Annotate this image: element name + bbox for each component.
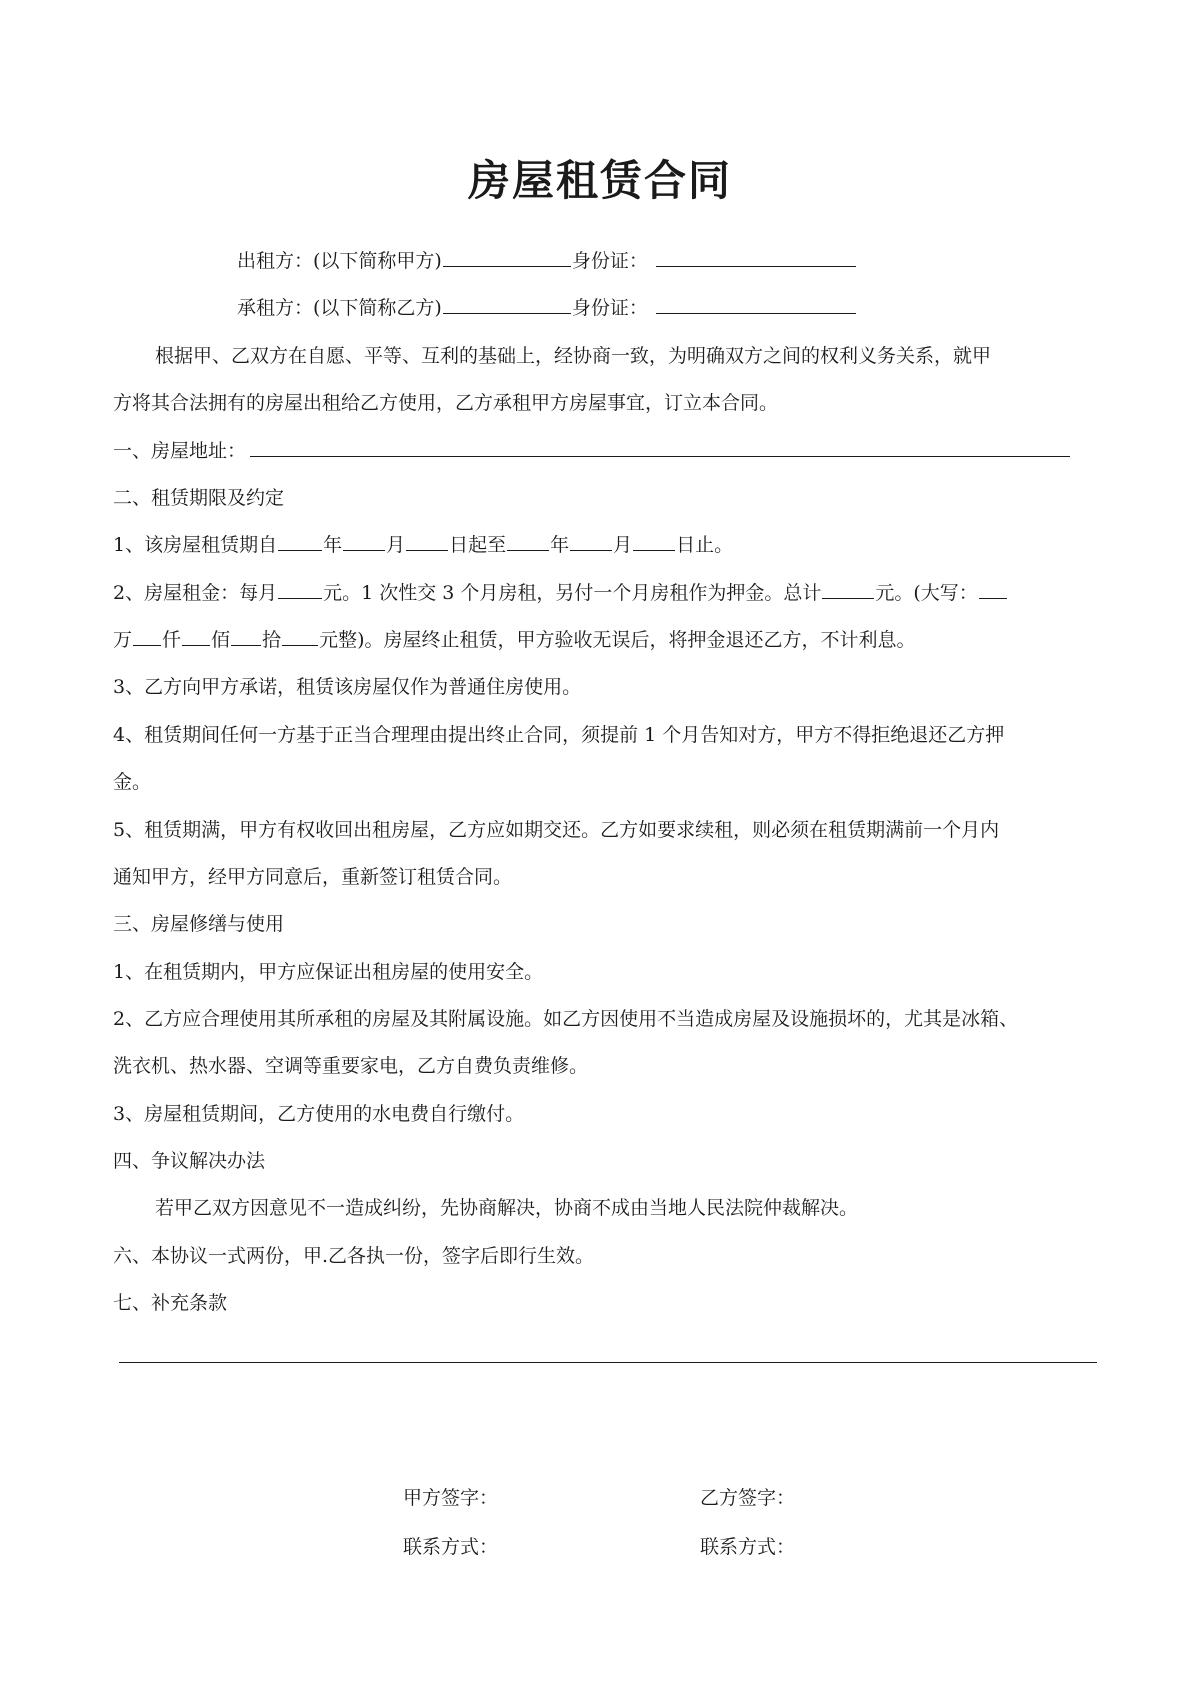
qian-label: 仟 <box>162 629 182 651</box>
yuan-blank[interactable] <box>282 623 318 646</box>
total-amount-blank[interactable] <box>822 576 874 599</box>
rent-line-1 <box>113 576 1008 610</box>
section3-item2-line1: 2、乙方应合理使用其所承租的房屋及其附属设施。如乙方因使用不当造成房屋及设施损坏的，尤其是冰箱、 <box>113 1008 1019 1030</box>
wan-label: 万 <box>113 629 133 651</box>
section4-text: 若甲乙双方因意见不一造成纠纷，先协商解决，协商不成由当地人民法院仲裁解决。 <box>155 1197 859 1219</box>
end-year-blank[interactable] <box>507 528 549 551</box>
start-month-blank[interactable] <box>343 528 385 551</box>
month-label: 月 <box>613 534 633 556</box>
section3-item1: 1、在租赁期内，甲方应保证出租房屋的使用安全。 <box>113 961 544 983</box>
section3-item3: 3、房屋租赁期间，乙方使用的水电费自行缴付。 <box>113 1103 525 1125</box>
year-label: 年 <box>550 534 570 556</box>
day-to-label: 日止。 <box>676 534 734 556</box>
day-from-label: 日起至 <box>449 534 507 556</box>
end-month-blank[interactable] <box>570 528 612 551</box>
rent-text-a: 2、房屋租金：每月 <box>113 582 278 604</box>
lessor-label: 出租方：(以下简称甲方) <box>237 250 442 272</box>
lessor-name-blank[interactable] <box>443 244 571 267</box>
party-b-signature: 乙方签字： <box>700 1487 796 1509</box>
shi-blank[interactable] <box>231 623 261 646</box>
party-b-contact: 联系方式： <box>700 1536 796 1558</box>
document-title: 房屋租赁合同 <box>467 156 732 205</box>
capital-blank-1[interactable] <box>979 576 1007 599</box>
section4-heading: 四、争议解决办法 <box>113 1150 266 1172</box>
rent-text-d: 元整)。房屋终止租赁，甲方验收无误后，将押金退还乙方，不计利息。 <box>319 629 916 651</box>
lease-term-text: 1、该房屋租赁期自 <box>113 534 278 556</box>
shi-label: 拾 <box>262 629 282 651</box>
section6-text: 六、本协议一式两份，甲.乙各执一份，签字后即行生效。 <box>113 1245 595 1267</box>
rent-text-c: 元。(大写： <box>875 582 978 604</box>
supplementary-terms-line[interactable] <box>119 1362 1097 1363</box>
year-label: 年 <box>323 534 343 556</box>
section2-item3: 3、乙方向甲方承诺，租赁该房屋仅作为普通住房使用。 <box>113 676 582 698</box>
monthly-rent-blank[interactable] <box>278 576 322 599</box>
end-day-blank[interactable] <box>633 528 675 551</box>
lessor-id-blank[interactable] <box>656 244 856 267</box>
section7-heading: 七、补充条款 <box>113 1292 228 1314</box>
address-line <box>113 434 1071 468</box>
lease-term-line <box>113 528 733 562</box>
lessee-id-label: 身份证： <box>571 297 648 319</box>
section2-item4-line2: 金。 <box>113 771 152 793</box>
address-blank[interactable] <box>250 434 1070 457</box>
start-year-blank[interactable] <box>278 528 322 551</box>
preamble-line-1: 根据甲、乙双方在自愿、平等、互利的基础上，经协商一致，为明确双方之间的权利义务关系，就甲 <box>155 345 992 367</box>
section2-item5-line1: 5、租赁期满，甲方有权收回出租房屋，乙方应如期交还。乙方如要求续租，则必须在租赁期满前一个月内 <box>113 819 1000 841</box>
lessee-line <box>237 291 857 325</box>
section2-item5-line2: 通知甲方，经甲方同意后，重新签订租赁合同。 <box>113 866 513 888</box>
section2-item4-line1: 4、租赁期间任何一方基于正当合理理由提出终止合同，须提前 1 个月告知对方，甲方不得拒绝退还乙方押 <box>113 724 1005 746</box>
lessor-id-label: 身份证： <box>571 250 648 272</box>
rent-text-b: 元。1 次性交 3 个月房租，另付一个月房租作为押金。总计 <box>323 582 822 604</box>
lessor-line <box>237 244 857 278</box>
rent-line-2 <box>113 623 915 657</box>
start-day-blank[interactable] <box>406 528 448 551</box>
bai-label: 佰 <box>211 629 231 651</box>
lessee-name-blank[interactable] <box>443 291 571 314</box>
lessee-id-blank[interactable] <box>656 291 856 314</box>
section3-item2-line2: 洗衣机、热水器、空调等重要家电，乙方自费负责维修。 <box>113 1055 589 1077</box>
preamble-line-2: 方将其合法拥有的房屋出租给乙方使用，乙方承租甲方房屋事宜，订立本合同。 <box>113 392 779 414</box>
bai-blank[interactable] <box>182 623 210 646</box>
section3-heading: 三、房屋修缮与使用 <box>113 913 285 935</box>
address-label: 一、房屋地址： <box>113 440 247 462</box>
section2-heading: 二、租赁期限及约定 <box>113 487 285 509</box>
party-a-contact: 联系方式： <box>403 1536 499 1558</box>
lessee-label: 承租方：(以下简称乙方) <box>237 297 442 319</box>
month-label: 月 <box>386 534 406 556</box>
qian-blank[interactable] <box>133 623 161 646</box>
party-a-signature: 甲方签字： <box>403 1487 499 1509</box>
